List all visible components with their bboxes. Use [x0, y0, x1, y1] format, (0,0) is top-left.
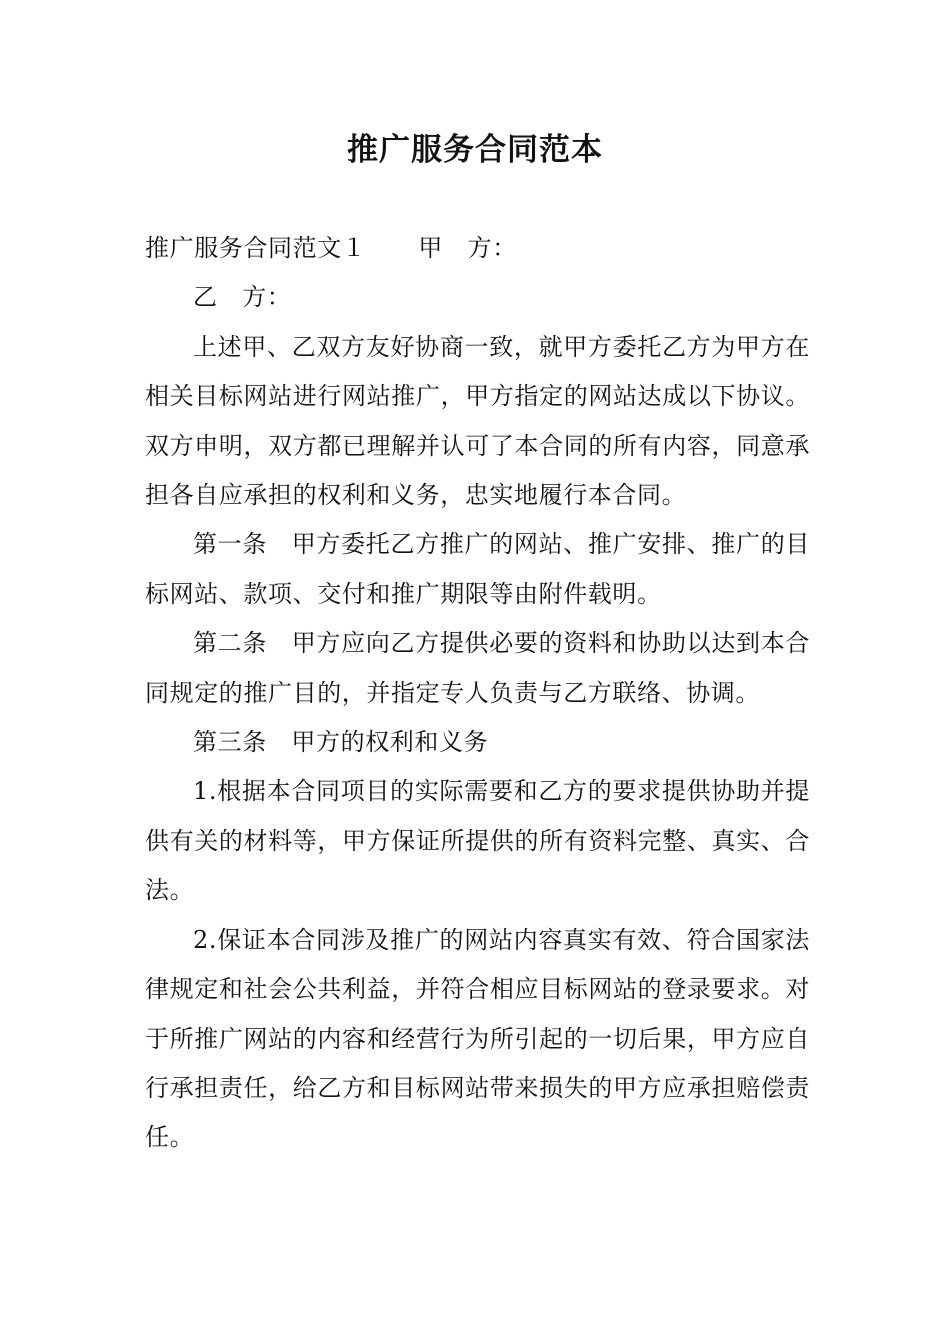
intro-label: 推广服务合同范文１ — [145, 234, 367, 262]
document-title: 推广服务合同范本 — [347, 132, 603, 168]
article-3-item-1: 1.根据本合同项目的实际需要和乙方的要求提供协助并提供有关的材料等，甲方保证所提供的所有资料完整、真实、合法。 — [145, 777, 810, 905]
article-1-paragraph: 第一条 甲方委托乙方推广的网站、推广安排、推广的目标网站、款项、交付和推广期限等由附件载明。 — [145, 530, 810, 608]
article-2-paragraph: 第二条 甲方应向乙方提供必要的资料和协助以达到本合同规定的推广目的，并指定专人负责与乙方联络、协调。 — [145, 629, 810, 707]
article-3-item-2: 2.保证本合同涉及推广的网站内容真实有效、符合国家法律规定和社会公共利益，并符合相应目标网站的登录要求。对于所推广网站的内容和经营行为所引起的一切后果，甲方应自行承担责任，给乙方和目标网站带来损失的甲方应承担赔偿责任。 — [145, 925, 810, 1152]
party-b-line: 乙 方： — [193, 283, 292, 312]
document-body — [145, 224, 810, 1163]
article-3-heading: 第三条 甲方的权利和义务 — [193, 728, 489, 757]
intro-line — [145, 224, 810, 273]
party-a-label: 甲 方： — [418, 234, 517, 262]
preamble-paragraph: 上述甲、乙双方友好协商一致，就甲方委托乙方为甲方在相关目标网站进行网站推广，甲方指定的网站达成以下协议。双方申明，双方都已理解并认可了本合同的所有内容，同意承担各自应承担的权利和义务，忠实地履行本合同。 — [145, 332, 810, 510]
